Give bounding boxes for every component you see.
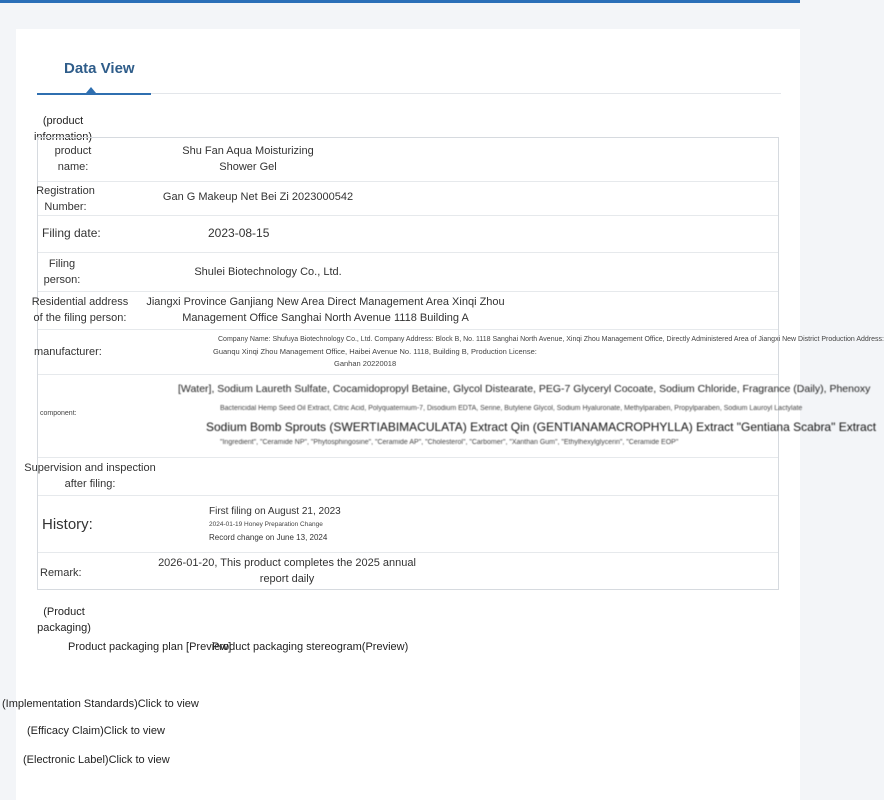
product-info-table [24, 137, 884, 590]
row-filing-address [31, 291, 778, 330]
filing-date-value: 2023-08-15 [208, 226, 270, 240]
filing-date-label: Filing date: [42, 226, 101, 240]
implementation-standards-link[interactable]: (Implementation Standards)Click to view [2, 698, 199, 710]
remark-value: 2026-01-20, This product completes the 2025 annual report daily [158, 557, 416, 585]
component-line-3: Sodium Bomb Sprouts (SWERTIABIMACULATA) Extract Qin (GENTIANAMACROPHYLLA) Extract "Gentiana Scabra" Extract [206, 420, 877, 434]
registration-number-label: Registration Number: [36, 185, 95, 213]
section-product-packaging: (Product packaging) [37, 606, 91, 634]
efficacy-claim-link[interactable]: (Efficacy Claim)Click to view [27, 725, 165, 737]
product-name-value: Shu Fan Aqua Moisturizing Shower Gel [182, 145, 314, 173]
row-manufacturer [34, 329, 884, 375]
tab-divider [151, 93, 781, 94]
component-line-1: [Water], Sodium Laureth Sulfate, Cocamidopropyl Betaine, Glycol Distearate, PEG-7 Glyceryl Cocoate, Sodium Chloride, Fragrance (Daily), Phenoxy [178, 383, 871, 395]
remark-label: Remark: [40, 567, 82, 579]
electronic-label-link[interactable]: (Electronic Label)Click to view [23, 754, 170, 766]
product-name-label: product name: [54, 145, 92, 173]
component-line-2: Bactericidal Hemp Seed Oil Extract, Citric Acid, Polyquaternium-7, Disodium EDTA, Serine, Butylene Glycol, Sodium Hyaluronate, Methylparaben, Propylparaben, Sodium Lauroyl Lactylate [220, 405, 803, 412]
component-label: component: [40, 410, 77, 417]
manufacturer-line-3: Ganhan 20220018 [334, 359, 397, 368]
packaging-plan-preview-link[interactable]: Product packaging plan [Preview] [68, 641, 232, 653]
history-line-3: Record change on June 13, 2024 [209, 533, 328, 542]
filing-person-label: Filing person: [43, 258, 81, 286]
history-line-2: 2024-01-19 Honey Preparation Change [209, 521, 323, 528]
top-bar [0, 0, 800, 3]
row-remark [38, 552, 778, 590]
manufacturer-line-1: Company Name: Shufuya Biotechnology Co., Ltd. Company Address: Block B, No. 1118 Sanghai North Avenue, Xinqi Zhou Management Office, Directly Administered Area of Jiangxi New District Production Address: [218, 336, 884, 343]
tab-data-view[interactable]: Data View [64, 60, 135, 77]
tab-active-underline [37, 93, 151, 95]
row-registration-number [38, 181, 778, 216]
packaging-stereogram-preview-link[interactable]: Product packaging stereogram(Preview) [212, 641, 409, 653]
supervision-label: Supervision and inspection after filing: [24, 462, 156, 490]
row-component [38, 374, 877, 458]
component-line-4: "Ingredient", "Ceramide NP", "Phytosphingosine", "Ceramide AP", "Cholesterol", "Carbomer", "Xanthan Gum", "Ethylhexylglycerin", "Ceramide EOP" [220, 439, 679, 446]
section-product-information: (product information) [33, 115, 93, 143]
row-filing-date [38, 215, 778, 253]
filing-address-label: Residential address of the filing person: [31, 296, 129, 324]
row-filing-person [38, 252, 778, 292]
row-history [38, 495, 778, 553]
history-label: History: [42, 516, 93, 533]
manufacturer-label: manufacturer: [34, 346, 102, 358]
filing-person-value: Shulei Biotechnology Co., Ltd. [194, 266, 342, 278]
filing-address-value: Jiangxi Province Ganjiang New Area Direct Management Area Xinqi Zhou Management Office Sanghai North Avenue 1118 Building A [146, 296, 505, 324]
row-product-name [38, 138, 778, 182]
history-line-1: First filing on August 21, 2023 [209, 506, 341, 517]
manufacturer-line-2: Guanqu Xinqi Zhou Management Office, Haibei Avenue No. 1118, Building B, Production License: [213, 347, 537, 356]
registration-number-value: Gan G Makeup Net Bei Zi 2023000542 [162, 191, 354, 203]
row-supervision [24, 457, 778, 496]
